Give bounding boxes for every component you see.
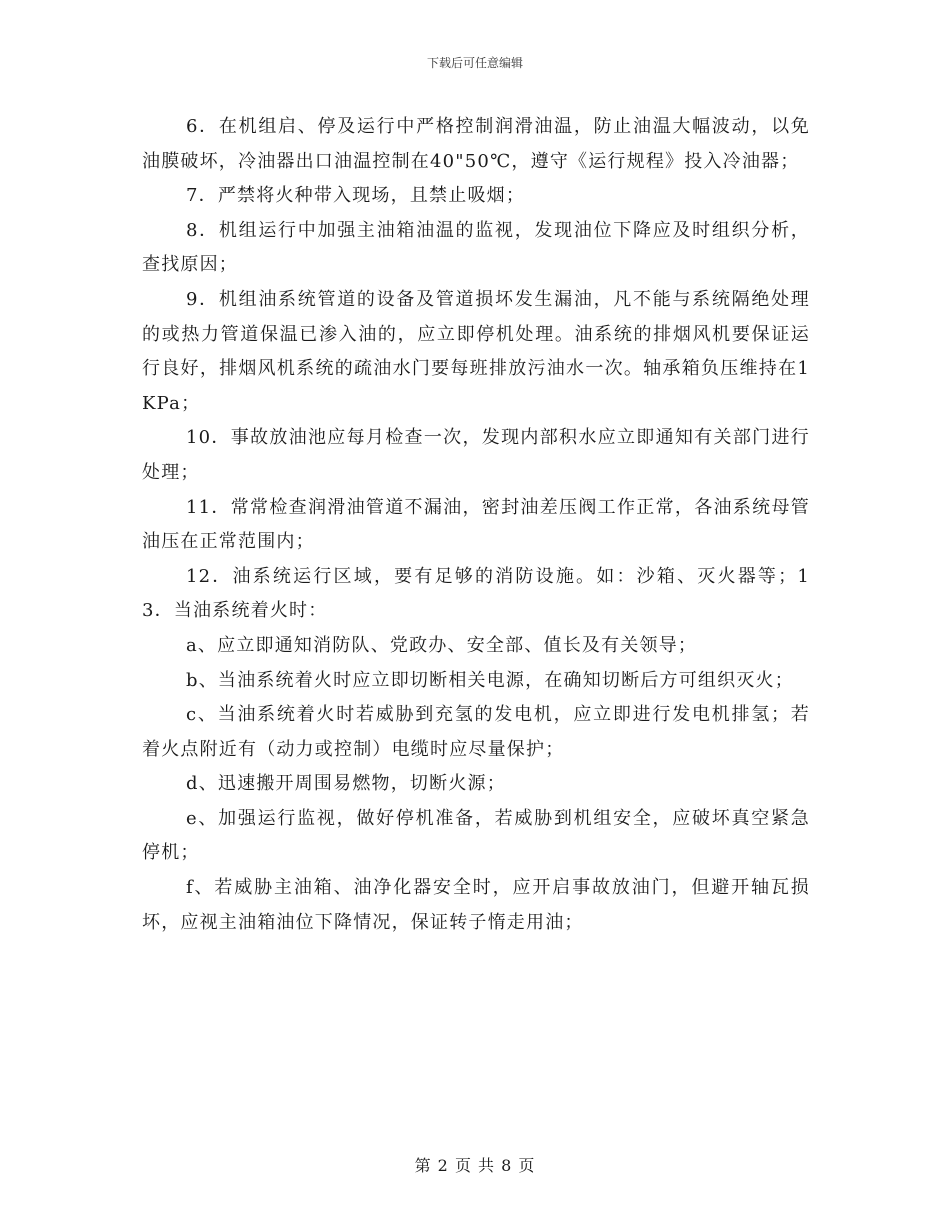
- paragraph-item-b: b、当油系统着火时应立即切断相关电源，在确知切断后方可组织灭火；: [186, 669, 794, 691]
- paragraph-item-d: d、迅速搬开周围易燃物，切断火源；: [186, 773, 506, 795]
- paragraph-item-11: 11．常常检查润滑油管道不漏油，密封油差压阀工作正常，各油系统母管油压在正常范围内；: [142, 496, 810, 553]
- paragraph-item-9: 9．机组油系统管道的设备及管道损坏发生漏油，凡不能与系统隔绝处理的或热力管道保温已渗入油的，应立即停机处理。油系统的排烟风机要保证运行良好，排烟风机系统的疏油水门要每班排放污油水一次。轴承箱负压维持在1KPa；: [142, 288, 810, 414]
- paragraph-item-7: 7．严禁将火种带入现场，且禁止吸烟；: [186, 185, 526, 207]
- page-number-footer: 第 2 页 共 8 页: [414, 1156, 536, 1175]
- paragraph-item-10: 10．事故放油池应每月检查一次，发现内部积水应立即通知有关部门进行处理；: [142, 427, 810, 483]
- page-header: 下载后可任意编辑: [426, 56, 523, 70]
- paragraph-item-a: a、应立即通知消防队、党政办、安全部、值长及有关领导；: [186, 634, 698, 656]
- paragraph-item-f: f、若威胁主油箱、油净化器安全时，应开启事故放油门，但避开轴瓦损坏，应视主油箱油位下降情况，保证转子惰走用油；: [142, 877, 810, 933]
- paragraph-item-e: e、加强运行监视，做好停机准备，若威胁到机组安全，应破坏真空紧急停机；: [142, 807, 810, 864]
- paragraph-item-8: 8．机组运行中加强主油箱油温的监视，发现油位下降应及时组织分析，查找原因；: [142, 219, 810, 276]
- paragraph-item-6: 6．在机组启、停及运行中严格控制润滑油温，防止油温大幅波动，以免油膜破坏，冷油器出口油温控制在40"50℃，遵守《运行规程》投入冷油器；: [142, 116, 810, 172]
- paragraph-item-12-13: 12．油系统运行区域，要有足够的消防设施。如：沙箱、灭火器等；13．当油系统着火时：: [142, 565, 810, 622]
- paragraph-item-c: c、当油系统着火时若威胁到充氢的发电机，应立即进行发电机排氢；若着火点附近有（动力或控制）电缆时应尽量保护；: [142, 704, 810, 760]
- document-body: [142, 110, 810, 940]
